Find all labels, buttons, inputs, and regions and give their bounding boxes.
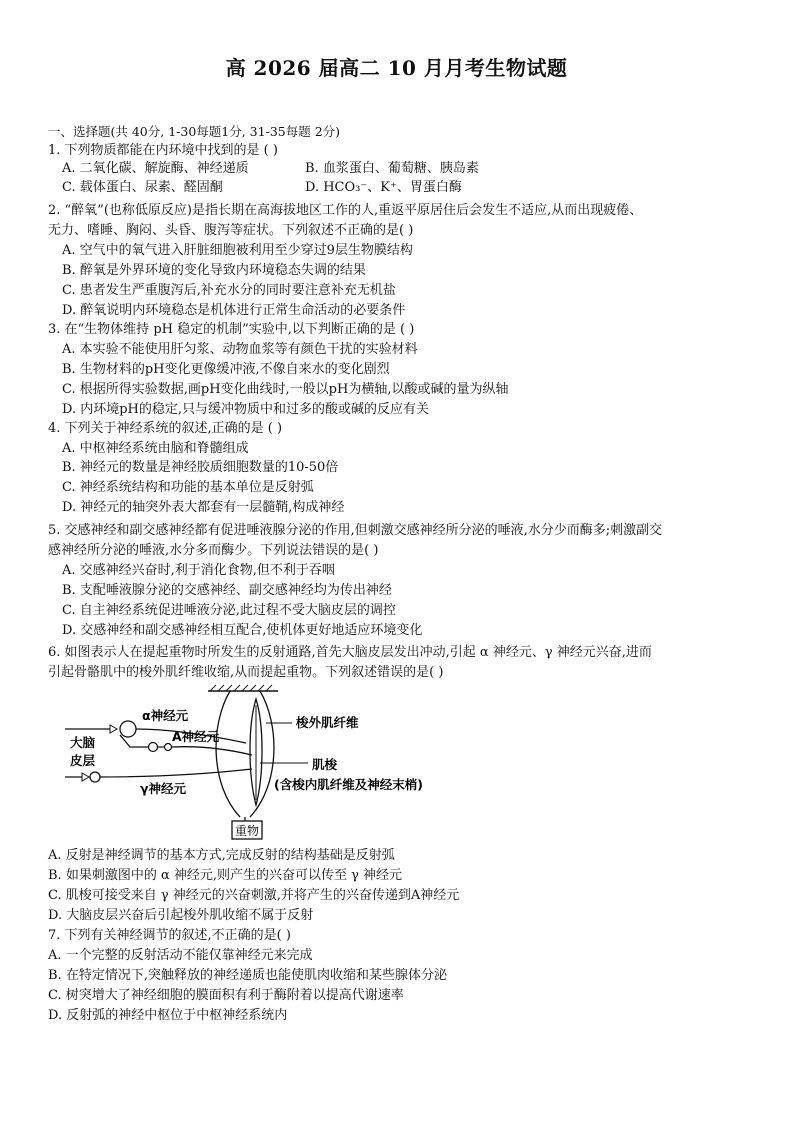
question-7-option-a: A. 一个完整的反射活动不能仅靠神经元来完成 bbox=[48, 948, 313, 963]
question-4-stem: 4. 下列关于神经系统的叙述,正确的是 ( ) bbox=[48, 421, 283, 436]
question-3-stem: 3. 在“生物体维持 pH 稳定的机制”实验中,以下判断正确的是 ( ) bbox=[48, 322, 415, 337]
alpha-neuron-body bbox=[120, 721, 136, 737]
a-neuron-label: A神经元 bbox=[172, 729, 220, 744]
question-3-option-d: D. 内环境pH的稳定,只与缓冲物质中和过多的酸或碱的反应有关 bbox=[62, 402, 430, 417]
question-4-option-a: A. 中枢神经系统由脑和脊髓组成 bbox=[62, 441, 249, 456]
question-6-option-d: D. 大脑皮层兴奋后引起梭外肌收缩不属于反射 bbox=[48, 908, 314, 923]
cortex-label-line2: 皮层 bbox=[70, 753, 96, 768]
question-6-option-a: A. 反射是神经调节的基本方式,完成反射的结构基础是反射弧 bbox=[48, 848, 395, 863]
a-neuron-fiber bbox=[172, 747, 252, 755]
question-2-option-a: A. 空气中的氧气进入肝脏细胞被利用至少穿过9层生物膜结构 bbox=[62, 243, 413, 258]
question-5-option-a: A. 交感神经兴奋时,利于消化食物,但不利于吞咽 bbox=[62, 563, 335, 578]
question-2-option-d: D. 醉氧说明内环境稳态是机体进行正常生命活动的必要条件 bbox=[62, 303, 406, 318]
weight-label: 重物 bbox=[234, 824, 260, 838]
question-6-option-b: B. 如果刺激图中的 α 神经元,则产生的兴奋可以传至 γ 神经元 bbox=[48, 868, 403, 883]
question-7-stem: 7. 下列有关神经调节的叙述,不正确的是( ) bbox=[48, 928, 291, 943]
question-1-stem: 1. 下列物质都能在内环境中找到的是 ( ) bbox=[48, 143, 278, 158]
ceiling-hatch bbox=[210, 685, 272, 691]
question-1-option-d: D. HCO₃⁻、K⁺、胃蛋白酶 bbox=[305, 180, 462, 195]
question-5-option-d: D. 交感神经和副交感神经相互配合,使机体更好地适应环境变化 bbox=[62, 623, 423, 638]
cortex-label-line1: 大脑 bbox=[70, 735, 96, 750]
a-neuron-body bbox=[149, 743, 158, 752]
gamma-neuron-axon bbox=[100, 769, 252, 777]
question-6-stem-line1: 6. 如图表示人在提起重物时所发生的反射通路,首先大脑皮层发出冲动,引起 α 神经元、γ 神经元兴奋,进而 bbox=[48, 645, 652, 660]
question-2-stem-line1: 2. “醉氧”(也称低原反应)是指长期在高海拔地区工作的人,重返平原居住后会发生不适应,从而出现疲倦、 bbox=[48, 203, 643, 218]
gamma-neuron-label: γ神经元 bbox=[140, 781, 187, 796]
question-2-option-b: B. 醉氧是外界环境的变化导致内环境稳态失调的结果 bbox=[62, 263, 366, 278]
question-2-stem-line2: 无力、嗜睡、胸闷、头昏、腹泻等症状。下列叙述不正确的是( ) bbox=[48, 223, 414, 238]
question-5-option-c: C. 自主神经系统促进唾液分泌,此过程不受大脑皮层的调控 bbox=[62, 603, 396, 618]
section-heading: 一、选择题(共 40分, 1-30每题1分, 31-35每题 2分) bbox=[48, 124, 341, 139]
question-2-option-c: C. 患者发生严重腹泻后,补充水分的同时要注意补充无机盐 bbox=[62, 283, 396, 298]
question-3-option-b: B. 生物材料的pH变化更像缓冲液,不像自来水的变化剧烈 bbox=[62, 362, 390, 377]
question-3-option-c: C. 根据所得实验数据,画pH变化曲线时,一般以pH为横轴,以酸或碱的量为纵轴 bbox=[62, 382, 509, 397]
question-5-option-b: B. 支配唾液腺分泌的交感神经、副交感神经均为传出神经 bbox=[62, 583, 392, 598]
extrafusal-fiber-label: 梭外肌纤维 bbox=[296, 715, 359, 730]
question-7-option-d: D. 反射弧的神经中枢位于中枢神经系统内 bbox=[48, 1008, 288, 1023]
question-1-option-a: A. 二氧化碳、解旋酶、神经递质 bbox=[62, 161, 249, 176]
question-1-option-b: B. 血浆蛋白、葡萄糖、胰岛素 bbox=[305, 161, 479, 176]
question-7-option-b: B. 在特定情况下,突触释放的神经递质也能使肌肉收缩和某些腺体分泌 bbox=[48, 968, 447, 983]
question-4-option-c: C. 神经系统结构和功能的基本单位是反射弧 bbox=[62, 480, 314, 495]
question-4-option-d: D. 神经元的轴突外表大都套有一层髓鞘,构成神经 bbox=[62, 500, 345, 515]
question-5-stem-line2: 感神经所分泌的唾液,水分多而酶少。下列说法错误的是( ) bbox=[48, 543, 379, 558]
question-3-option-a: A. 本实验不能使用肝匀浆、动物血浆等有颜色干扰的实验材料 bbox=[62, 342, 418, 357]
question-5-stem-line1: 5. 交感神经和副交感神经都有促进唾液腺分泌的作用,但刺激交感神经所分泌的唾液,水分少而酶多;刺激副交 bbox=[48, 523, 663, 538]
reflex-pathway-diagram bbox=[60, 685, 500, 845]
spindle-label: 肌梭 bbox=[312, 757, 338, 772]
gamma-neuron-body bbox=[90, 772, 100, 782]
question-4-option-b: B. 神经元的数量是神经胶质细胞数量的10-50倍 bbox=[62, 460, 339, 475]
question-7-option-c: C. 树突增大了神经细胞的膜面积有利于酶附着以提高代谢速率 bbox=[48, 988, 404, 1003]
page-title: 高 2026 届高二 10 月月考生物试题 bbox=[225, 56, 568, 80]
alpha-neuron-label: α神经元 bbox=[142, 708, 189, 723]
question-6-stem-line2: 引起骨骼肌中的梭外肌纤维收缩,从而提起重物。下列叙述错误的是( ) bbox=[48, 665, 444, 680]
spindle-note-label: (含梭内肌纤维及神经末梢) bbox=[274, 777, 423, 792]
question-1-option-c: C. 载体蛋白、尿素、醛固酮 bbox=[62, 180, 223, 195]
question-6-option-c: C. 肌梭可接受来自 γ 神经元的兴奋刺激,并将产生的兴奋传递到A神经元 bbox=[48, 888, 460, 903]
